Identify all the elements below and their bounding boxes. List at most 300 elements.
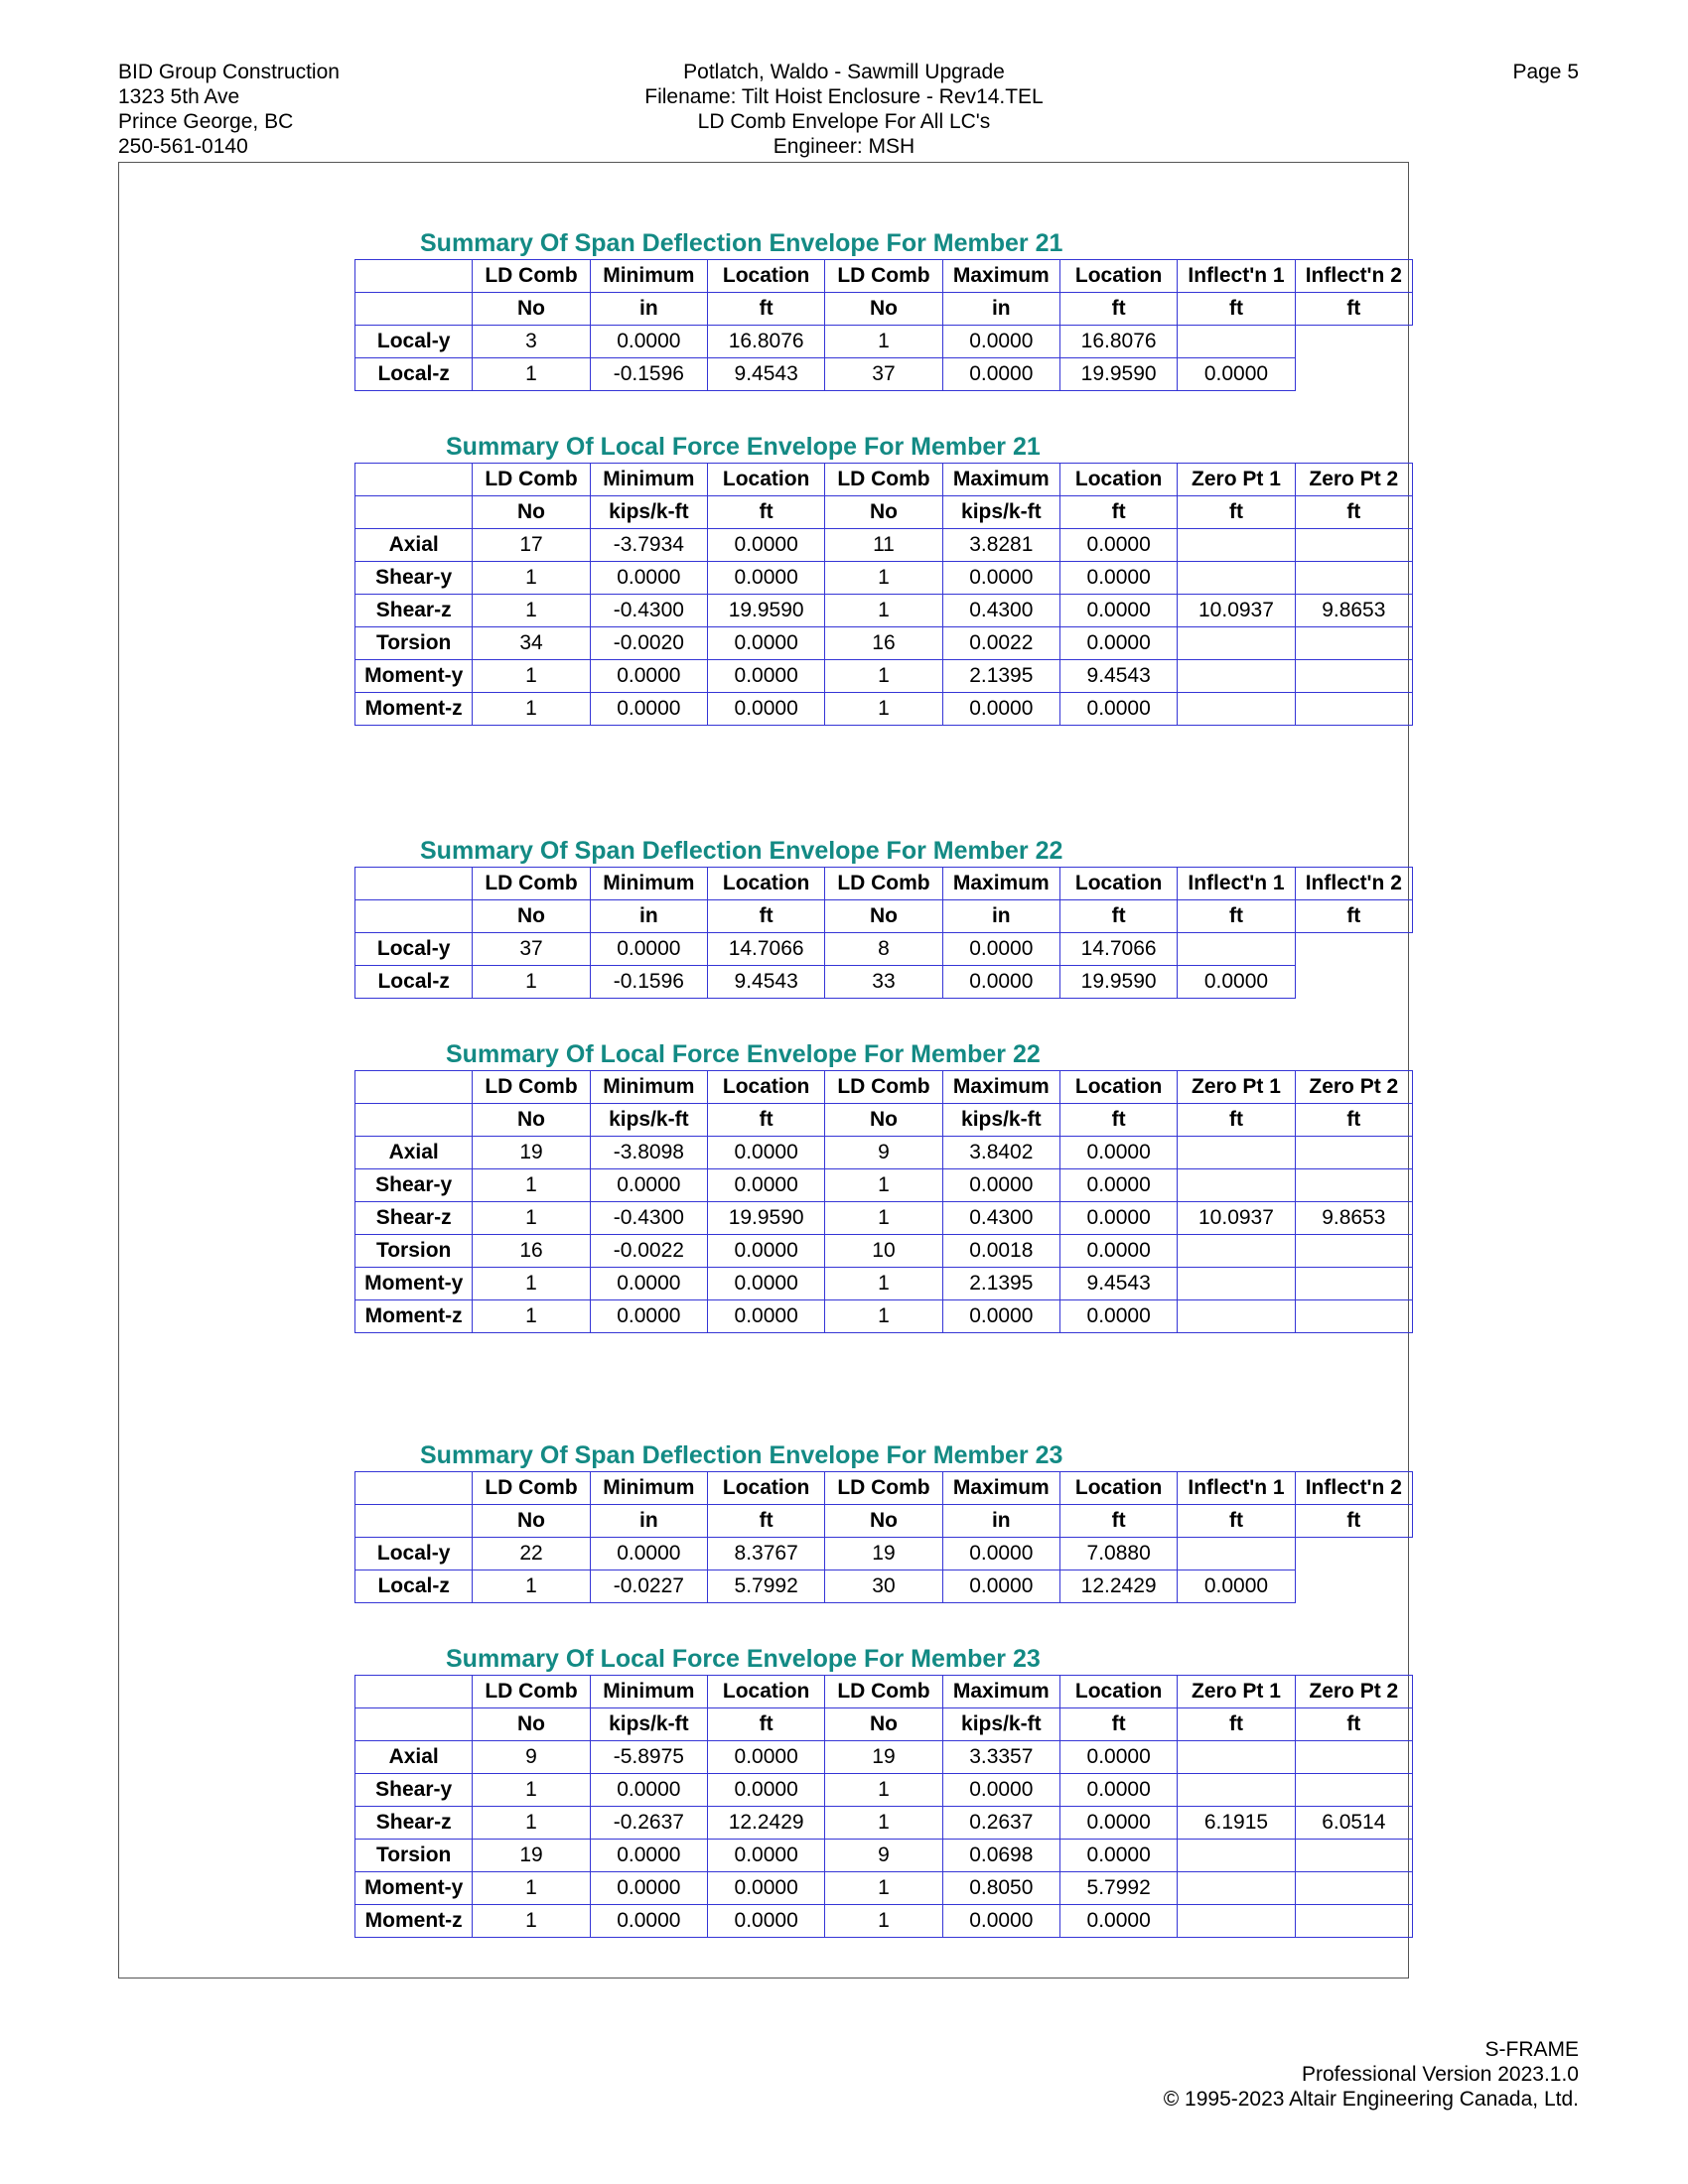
table-units-row bbox=[355, 496, 1413, 529]
corner-cell bbox=[355, 1071, 473, 1104]
value-cell bbox=[1178, 1235, 1295, 1268]
value-cell: 0.0000 bbox=[942, 933, 1059, 966]
value-cell: 0.0000 bbox=[590, 1840, 707, 1872]
value-cell: -0.1596 bbox=[590, 358, 707, 391]
header-cell: ft bbox=[1178, 900, 1295, 933]
value-cell: 9.4543 bbox=[707, 966, 824, 999]
table-units-row bbox=[355, 293, 1413, 326]
header-cell: LD Comb bbox=[825, 1071, 942, 1104]
header-cell: No bbox=[825, 1104, 942, 1137]
software-copyright: © 1995-2023 Altair Engineering Canada, Ltd. bbox=[1163, 2088, 1579, 2111]
table-row bbox=[355, 1840, 1413, 1872]
table-units-row bbox=[355, 900, 1413, 933]
header-cell: LD Comb bbox=[825, 868, 942, 900]
header-cell: in bbox=[942, 900, 1059, 933]
value-cell: 16.8076 bbox=[707, 326, 824, 358]
table-units-row bbox=[355, 1104, 1413, 1137]
header-cell: ft bbox=[1059, 1104, 1177, 1137]
header-cell: Zero Pt 2 bbox=[1295, 1676, 1412, 1708]
value-cell bbox=[1295, 1300, 1412, 1333]
value-cell: 0.0000 bbox=[590, 1268, 707, 1300]
value-cell: 5.7992 bbox=[1059, 1872, 1177, 1905]
value-cell: 14.7066 bbox=[1059, 933, 1177, 966]
value-cell: 37 bbox=[473, 933, 590, 966]
corner-cell bbox=[355, 260, 473, 293]
corner-cell bbox=[355, 464, 473, 496]
value-cell: 0.0000 bbox=[942, 1538, 1059, 1570]
corner-cell bbox=[355, 1472, 473, 1505]
table-row bbox=[355, 1169, 1413, 1202]
header-cell: Maximum bbox=[942, 1071, 1059, 1104]
value-cell bbox=[1295, 326, 1412, 358]
value-cell: 1 bbox=[825, 1905, 942, 1938]
value-cell: 3.3357 bbox=[942, 1741, 1059, 1774]
header-cell: Zero Pt 1 bbox=[1178, 1676, 1295, 1708]
value-cell: 0.0000 bbox=[942, 326, 1059, 358]
value-cell bbox=[1295, 693, 1412, 726]
corner-cell bbox=[355, 868, 473, 900]
section-deflection-4 bbox=[354, 1439, 1413, 1603]
value-cell: 1 bbox=[825, 1300, 942, 1333]
header-cell: ft bbox=[1059, 900, 1177, 933]
value-cell: 8.3767 bbox=[707, 1538, 824, 1570]
header-cell: LD Comb bbox=[825, 1676, 942, 1708]
table-row bbox=[355, 1807, 1413, 1840]
software-name: S-FRAME bbox=[1484, 2038, 1579, 2061]
software-version: Professional Version 2023.1.0 bbox=[1301, 2063, 1579, 2086]
value-cell: 9.8653 bbox=[1295, 1202, 1412, 1235]
value-cell: 19 bbox=[473, 1137, 590, 1169]
header-cell: No bbox=[825, 900, 942, 933]
value-cell: 6.1915 bbox=[1178, 1807, 1295, 1840]
value-cell: 0.0000 bbox=[707, 1235, 824, 1268]
value-cell: 0.0000 bbox=[1059, 1300, 1177, 1333]
value-cell: 0.0000 bbox=[942, 1169, 1059, 1202]
value-cell: 1 bbox=[473, 1774, 590, 1807]
section-title: Summary Of Span Deflection Envelope For Member 22 bbox=[420, 837, 1063, 865]
header-cell: Zero Pt 2 bbox=[1295, 1071, 1412, 1104]
header-cell: No bbox=[473, 496, 590, 529]
table-row bbox=[355, 562, 1413, 595]
table-units-row bbox=[355, 1505, 1413, 1538]
value-cell: -3.8098 bbox=[590, 1137, 707, 1169]
table-row bbox=[355, 1905, 1413, 1938]
value-cell: 0.0000 bbox=[707, 1774, 824, 1807]
value-cell bbox=[1178, 660, 1295, 693]
value-cell: 0.0000 bbox=[1178, 966, 1295, 999]
company-phone: 250-561-0140 bbox=[118, 135, 248, 158]
value-cell: 0.4300 bbox=[942, 595, 1059, 627]
header-cell: Maximum bbox=[942, 464, 1059, 496]
header-cell: ft bbox=[707, 1104, 824, 1137]
value-cell: 0.0000 bbox=[707, 1741, 824, 1774]
value-cell: 1 bbox=[473, 1268, 590, 1300]
value-cell bbox=[1178, 1905, 1295, 1938]
header-cell: ft bbox=[1295, 496, 1412, 529]
header-cell: ft bbox=[707, 1708, 824, 1741]
value-cell: -3.7934 bbox=[590, 529, 707, 562]
header-cell: No bbox=[825, 1505, 942, 1538]
value-cell: 0.0000 bbox=[707, 1137, 824, 1169]
header-cell: Location bbox=[1059, 868, 1177, 900]
value-cell: 19.9590 bbox=[707, 595, 824, 627]
header-cell: ft bbox=[1295, 1505, 1412, 1538]
value-cell bbox=[1295, 1774, 1412, 1807]
value-cell bbox=[1295, 1570, 1412, 1603]
header-cell: ft bbox=[1178, 496, 1295, 529]
header-cell: Location bbox=[707, 260, 824, 293]
section-title: Summary Of Span Deflection Envelope For Member 21 bbox=[420, 229, 1063, 257]
header-cell: kips/k-ft bbox=[942, 1708, 1059, 1741]
header-cell: Inflect'n 1 bbox=[1178, 868, 1295, 900]
value-cell: -0.0020 bbox=[590, 627, 707, 660]
header-cell: in bbox=[590, 293, 707, 326]
value-cell: 6.0514 bbox=[1295, 1807, 1412, 1840]
row-label: Axial bbox=[355, 1137, 473, 1169]
value-cell bbox=[1178, 1268, 1295, 1300]
value-cell: 0.0000 bbox=[590, 1300, 707, 1333]
value-cell: 0.2637 bbox=[942, 1807, 1059, 1840]
value-cell: 0.0000 bbox=[590, 660, 707, 693]
value-cell bbox=[1295, 1741, 1412, 1774]
header-cell: in bbox=[942, 1505, 1059, 1538]
row-label: Moment-z bbox=[355, 1905, 473, 1938]
header-cell: in bbox=[942, 293, 1059, 326]
table-row bbox=[355, 1741, 1413, 1774]
value-cell: 0.0000 bbox=[707, 1300, 824, 1333]
value-cell: 22 bbox=[473, 1538, 590, 1570]
section-force-5 bbox=[354, 1643, 1413, 1938]
value-cell: 1 bbox=[825, 595, 942, 627]
value-cell: 9 bbox=[825, 1137, 942, 1169]
header-cell: in bbox=[590, 900, 707, 933]
table-units-row bbox=[355, 1708, 1413, 1741]
value-cell: 19 bbox=[825, 1741, 942, 1774]
header-cell: No bbox=[825, 293, 942, 326]
value-cell: 0.0000 bbox=[1059, 1235, 1177, 1268]
project-name: Potlatch, Waldo - Sawmill Upgrade bbox=[683, 61, 1005, 83]
section-title: Summary Of Span Deflection Envelope For Member 23 bbox=[420, 1441, 1063, 1469]
value-cell bbox=[1178, 326, 1295, 358]
value-cell: 1 bbox=[825, 1807, 942, 1840]
header-cell: No bbox=[473, 900, 590, 933]
value-cell: 0.0000 bbox=[1059, 693, 1177, 726]
value-cell: 19 bbox=[473, 1840, 590, 1872]
value-cell: 0.0000 bbox=[1059, 1169, 1177, 1202]
header-cell: Location bbox=[1059, 1071, 1177, 1104]
table-row bbox=[355, 627, 1413, 660]
table-row bbox=[355, 1268, 1413, 1300]
value-cell bbox=[1178, 1840, 1295, 1872]
value-cell: 16.8076 bbox=[1059, 326, 1177, 358]
header-cell: Maximum bbox=[942, 868, 1059, 900]
value-cell: 1 bbox=[825, 1872, 942, 1905]
value-cell: 0.0000 bbox=[1059, 1774, 1177, 1807]
value-cell: 0.0000 bbox=[1059, 1807, 1177, 1840]
header-cell: LD Comb bbox=[473, 1071, 590, 1104]
row-label: Local-z bbox=[355, 1570, 473, 1603]
table-row bbox=[355, 358, 1413, 391]
table-row bbox=[355, 1137, 1413, 1169]
header-cell: LD Comb bbox=[825, 260, 942, 293]
table-row bbox=[355, 1202, 1413, 1235]
project-engineer: Engineer: MSH bbox=[773, 135, 915, 158]
header-cell: ft bbox=[707, 496, 824, 529]
value-cell bbox=[1178, 933, 1295, 966]
table-row bbox=[355, 1235, 1413, 1268]
value-cell: 0.0000 bbox=[590, 326, 707, 358]
value-cell: 0.0000 bbox=[1059, 1202, 1177, 1235]
value-cell bbox=[1295, 529, 1412, 562]
value-cell: 0.0000 bbox=[707, 562, 824, 595]
value-cell bbox=[1295, 933, 1412, 966]
project-filename: Filename: Tilt Hoist Enclosure - Rev14.TEL bbox=[644, 85, 1044, 108]
header-cell: LD Comb bbox=[473, 260, 590, 293]
row-label: Moment-z bbox=[355, 693, 473, 726]
value-cell bbox=[1295, 1538, 1412, 1570]
header-cell: LD Comb bbox=[473, 464, 590, 496]
value-cell: 14.7066 bbox=[707, 933, 824, 966]
header-cell: Location bbox=[707, 1472, 824, 1505]
value-cell: 9.4543 bbox=[1059, 660, 1177, 693]
header-cell: Maximum bbox=[942, 1472, 1059, 1505]
header-cell: No bbox=[825, 496, 942, 529]
value-cell: 1 bbox=[473, 660, 590, 693]
value-cell: 1 bbox=[473, 1202, 590, 1235]
table-row bbox=[355, 966, 1413, 999]
value-cell: 1 bbox=[825, 1268, 942, 1300]
header-cell: No bbox=[473, 1708, 590, 1741]
value-cell: 9 bbox=[825, 1840, 942, 1872]
value-cell: 10.0937 bbox=[1178, 595, 1295, 627]
value-cell: 1 bbox=[825, 562, 942, 595]
value-cell: 0.0000 bbox=[1059, 1137, 1177, 1169]
value-cell: 9.8653 bbox=[1295, 595, 1412, 627]
value-cell: 0.0000 bbox=[1059, 562, 1177, 595]
value-cell bbox=[1295, 1872, 1412, 1905]
envelope-table bbox=[354, 867, 1413, 999]
value-cell bbox=[1295, 562, 1412, 595]
value-cell bbox=[1295, 1268, 1412, 1300]
row-label: Shear-z bbox=[355, 595, 473, 627]
value-cell: 0.0000 bbox=[1059, 1741, 1177, 1774]
row-label: Local-y bbox=[355, 1538, 473, 1570]
value-cell: 3.8402 bbox=[942, 1137, 1059, 1169]
value-cell: 0.0000 bbox=[707, 1872, 824, 1905]
section-force-3 bbox=[354, 1038, 1413, 1333]
value-cell: 0.0000 bbox=[942, 693, 1059, 726]
value-cell: 0.0000 bbox=[1178, 358, 1295, 391]
header-cell: Location bbox=[1059, 1472, 1177, 1505]
row-label: Torsion bbox=[355, 1235, 473, 1268]
value-cell bbox=[1295, 627, 1412, 660]
value-cell bbox=[1178, 1741, 1295, 1774]
header-cell: No bbox=[825, 1708, 942, 1741]
value-cell: 0.4300 bbox=[942, 1202, 1059, 1235]
header-cell: Minimum bbox=[590, 1676, 707, 1708]
table-row bbox=[355, 1570, 1413, 1603]
value-cell: 1 bbox=[473, 1807, 590, 1840]
header-cell: Minimum bbox=[590, 1071, 707, 1104]
row-label: Shear-y bbox=[355, 562, 473, 595]
corner-cell bbox=[355, 1104, 473, 1137]
header-cell: Minimum bbox=[590, 464, 707, 496]
value-cell: 1 bbox=[473, 1169, 590, 1202]
table-header-row bbox=[355, 1472, 1413, 1505]
value-cell: 0.0000 bbox=[942, 562, 1059, 595]
row-label: Moment-y bbox=[355, 1872, 473, 1905]
header-cell: Inflect'n 1 bbox=[1178, 260, 1295, 293]
section-force-1 bbox=[354, 431, 1413, 726]
value-cell: 12.2429 bbox=[1059, 1570, 1177, 1603]
envelope-table bbox=[354, 259, 1413, 391]
header-cell: LD Comb bbox=[473, 1472, 590, 1505]
header-cell: Inflect'n 2 bbox=[1295, 1472, 1412, 1505]
value-cell: 19.9590 bbox=[1059, 358, 1177, 391]
value-cell: 0.0000 bbox=[942, 1300, 1059, 1333]
header-cell: Location bbox=[707, 1676, 824, 1708]
header-cell: ft bbox=[1178, 1104, 1295, 1137]
value-cell: 10.0937 bbox=[1178, 1202, 1295, 1235]
envelope-table bbox=[354, 1471, 1413, 1603]
header-cell: Maximum bbox=[942, 260, 1059, 293]
row-label: Local-z bbox=[355, 966, 473, 999]
value-cell: -0.0227 bbox=[590, 1570, 707, 1603]
row-label: Shear-z bbox=[355, 1807, 473, 1840]
header-cell: LD Comb bbox=[473, 1676, 590, 1708]
row-label: Shear-y bbox=[355, 1774, 473, 1807]
row-label: Torsion bbox=[355, 627, 473, 660]
value-cell: -0.4300 bbox=[590, 1202, 707, 1235]
header-cell: ft bbox=[707, 1505, 824, 1538]
value-cell: 0.0000 bbox=[942, 1905, 1059, 1938]
page-number: Page 5 bbox=[1512, 61, 1579, 83]
value-cell: 0.0000 bbox=[1059, 595, 1177, 627]
value-cell: 33 bbox=[825, 966, 942, 999]
value-cell: 1 bbox=[473, 1872, 590, 1905]
header-cell: ft bbox=[1295, 900, 1412, 933]
corner-cell bbox=[355, 496, 473, 529]
value-cell: 1 bbox=[473, 966, 590, 999]
value-cell: 0.0000 bbox=[590, 1774, 707, 1807]
row-label: Shear-y bbox=[355, 1169, 473, 1202]
value-cell: 1 bbox=[473, 1905, 590, 1938]
table-header-row bbox=[355, 868, 1413, 900]
header-cell: LD Comb bbox=[825, 464, 942, 496]
value-cell: 11 bbox=[825, 529, 942, 562]
value-cell: 3 bbox=[473, 326, 590, 358]
header-cell: ft bbox=[1295, 1104, 1412, 1137]
row-label: Axial bbox=[355, 529, 473, 562]
value-cell: 0.0698 bbox=[942, 1840, 1059, 1872]
value-cell bbox=[1295, 1235, 1412, 1268]
value-cell: 0.0000 bbox=[707, 693, 824, 726]
value-cell bbox=[1178, 627, 1295, 660]
row-label: Torsion bbox=[355, 1840, 473, 1872]
value-cell bbox=[1178, 1300, 1295, 1333]
table-header-row bbox=[355, 260, 1413, 293]
project-info bbox=[0, 60, 1688, 159]
header-cell: ft bbox=[1295, 1708, 1412, 1741]
header-cell: ft bbox=[1295, 293, 1412, 326]
row-label: Local-y bbox=[355, 326, 473, 358]
row-label: Moment-z bbox=[355, 1300, 473, 1333]
table-row bbox=[355, 1538, 1413, 1570]
value-cell: 16 bbox=[473, 1235, 590, 1268]
value-cell bbox=[1178, 1137, 1295, 1169]
value-cell: 0.0000 bbox=[707, 660, 824, 693]
software-footer bbox=[1164, 2037, 1579, 2112]
value-cell bbox=[1178, 529, 1295, 562]
value-cell: 0.0000 bbox=[707, 529, 824, 562]
row-label: Local-z bbox=[355, 358, 473, 391]
envelope-table bbox=[354, 1675, 1413, 1938]
header-cell: Location bbox=[707, 868, 824, 900]
value-cell: 17 bbox=[473, 529, 590, 562]
value-cell: 9.4543 bbox=[707, 358, 824, 391]
value-cell: 0.0000 bbox=[942, 1774, 1059, 1807]
value-cell: -0.1596 bbox=[590, 966, 707, 999]
value-cell: 0.0000 bbox=[1178, 1570, 1295, 1603]
value-cell: 5.7992 bbox=[707, 1570, 824, 1603]
value-cell: 0.0000 bbox=[590, 933, 707, 966]
header-cell: Maximum bbox=[942, 1676, 1059, 1708]
row-label: Shear-z bbox=[355, 1202, 473, 1235]
header-cell: Location bbox=[1059, 1676, 1177, 1708]
value-cell: 0.0000 bbox=[942, 1570, 1059, 1603]
value-cell: 16 bbox=[825, 627, 942, 660]
value-cell: 1 bbox=[825, 693, 942, 726]
row-label: Moment-y bbox=[355, 660, 473, 693]
table-header-row bbox=[355, 464, 1413, 496]
table-row bbox=[355, 693, 1413, 726]
value-cell bbox=[1178, 1169, 1295, 1202]
header-cell: kips/k-ft bbox=[942, 496, 1059, 529]
table-header-row bbox=[355, 1676, 1413, 1708]
value-cell: 0.0000 bbox=[707, 1169, 824, 1202]
header-cell: No bbox=[473, 1505, 590, 1538]
corner-cell bbox=[355, 1676, 473, 1708]
value-cell: 19.9590 bbox=[1059, 966, 1177, 999]
header-cell: Location bbox=[707, 464, 824, 496]
value-cell: 0.0000 bbox=[942, 966, 1059, 999]
value-cell: 0.0000 bbox=[1059, 529, 1177, 562]
value-cell: 2.1395 bbox=[942, 1268, 1059, 1300]
company-address: 1323 5th Ave bbox=[118, 85, 240, 108]
section-deflection-0 bbox=[354, 227, 1413, 391]
value-cell bbox=[1295, 1137, 1412, 1169]
value-cell: 0.0000 bbox=[590, 1905, 707, 1938]
corner-cell bbox=[355, 293, 473, 326]
header-cell: No bbox=[473, 293, 590, 326]
table-row bbox=[355, 1872, 1413, 1905]
value-cell: 1 bbox=[825, 1169, 942, 1202]
value-cell: 2.1395 bbox=[942, 660, 1059, 693]
value-cell: 1 bbox=[825, 1774, 942, 1807]
value-cell bbox=[1295, 358, 1412, 391]
header-cell: kips/k-ft bbox=[590, 1708, 707, 1741]
value-cell: 0.0000 bbox=[707, 1840, 824, 1872]
value-cell: 0.8050 bbox=[942, 1872, 1059, 1905]
value-cell: 1 bbox=[825, 660, 942, 693]
value-cell: -0.0022 bbox=[590, 1235, 707, 1268]
value-cell bbox=[1178, 1538, 1295, 1570]
value-cell: 0.0000 bbox=[590, 693, 707, 726]
value-cell: 0.0000 bbox=[590, 562, 707, 595]
row-label: Axial bbox=[355, 1741, 473, 1774]
value-cell: 1 bbox=[473, 562, 590, 595]
header-cell: ft bbox=[1059, 496, 1177, 529]
